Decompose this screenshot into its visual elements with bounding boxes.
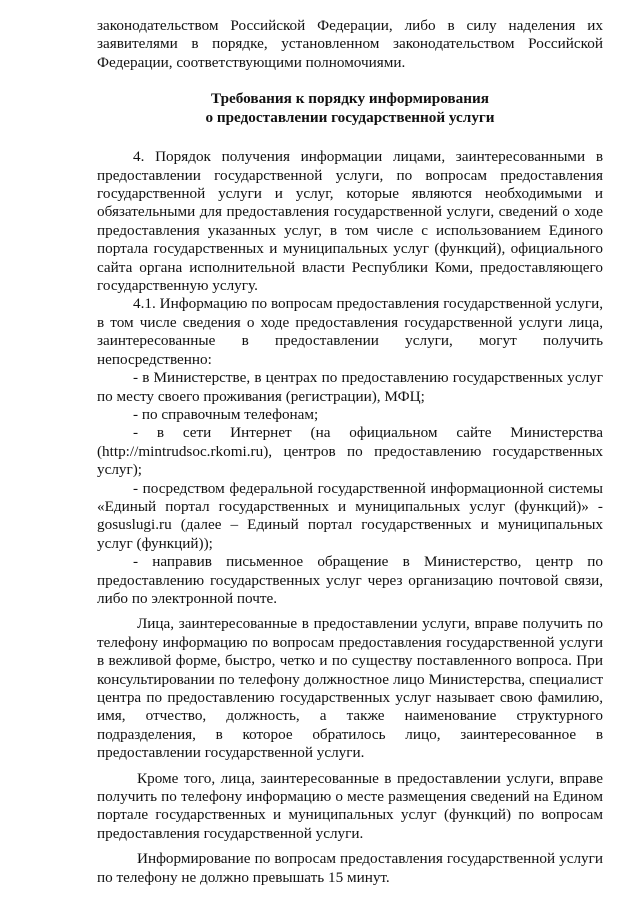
paragraph-portal-info: Кроме того, лица, заинтересованные в предоставлении услуги, вправе получить по телефону информацию о месте размещения сведений на Едином портале государственных и муниципальных услуг (функций) по вопросам предоставления государственной услуги. <box>97 769 603 842</box>
paragraph-4: 4. Порядок получения информации лицами, заинтересованными в предоставлении государственной услуги, по вопросам предоставления государственной услуги и услуг, которые являются необходимыми и обязательными для предоставления государственной услуги, сведений о ходе предоставления указанных услуг, в том числе с использованием Единого портала государственных и муниципальных услуг (функций), официального сайта органа исполнительной власти Республики Коми, предоставляющего государственную услугу. <box>97 148 603 295</box>
paragraph-time-limit: Информирование по вопросам предоставления государственной услуги по телефону не должно превышать 15 минут. <box>97 850 603 886</box>
list-item-ministry: - в Министерстве, в центрах по предоставлению государственных услуг по месту своего проживания (регистрации), МФЦ; <box>97 369 603 405</box>
section-heading <box>97 89 603 127</box>
list-item-portal: - посредством федеральной государственной информационной системы «Единый портал государственных и муниципальных услуг (функций)» - gosuslugi.ru (далее – Единый портал государственных и муниципальных услуг (функций)); <box>97 479 603 552</box>
section-heading-line-1: Требования к порядку информирования <box>211 90 489 108</box>
list-item-internet: - в сети Интернет (на официальном сайте Министерства (http://mintrudsoc.rkomi.ru), центров по предоставлению государственных услуг); <box>97 424 603 479</box>
document-body <box>97 17 603 887</box>
list-item-phones: - по справочным телефонам; <box>133 405 319 423</box>
paragraph-phone-consultation: Лица, заинтересованные в предоставлении услуги, вправе получить по телефону информацию по вопросам предоставления государственной услуги в вежливой форме, быстро, четко и по существу поставленного вопроса. При консультировании по телефону должностное лицо Министерства, специалист центра по предоставлению государственных услуг называет свою фамилию, имя, отчество, должность, а также наименование структурного подразделения, в которое обратилось лицо, заинтересованное в предоставлении государственной услуги. <box>97 615 603 762</box>
paragraph-4-1: 4.1. Информацию по вопросам предоставления государственной услуги, в том числе сведения о ходе предоставления государственной услуги лица, заинтересованные в предоставлении услуги, могут получить непосредственно: <box>97 295 603 368</box>
intro-paragraph: законодательством Российской Федерации, либо в силу наделения их заявителями в порядке, установленном законодательством Российской Федерации, соответствующими полномочиями. <box>97 17 603 71</box>
section-heading-line-2: о предоставлении государственной услуги <box>205 109 495 127</box>
list-item-written-request: - направив письменное обращение в Министерство, центр по предоставлению государственных услуг через организацию почтовой связи, либо по электронной почте. <box>97 553 603 607</box>
